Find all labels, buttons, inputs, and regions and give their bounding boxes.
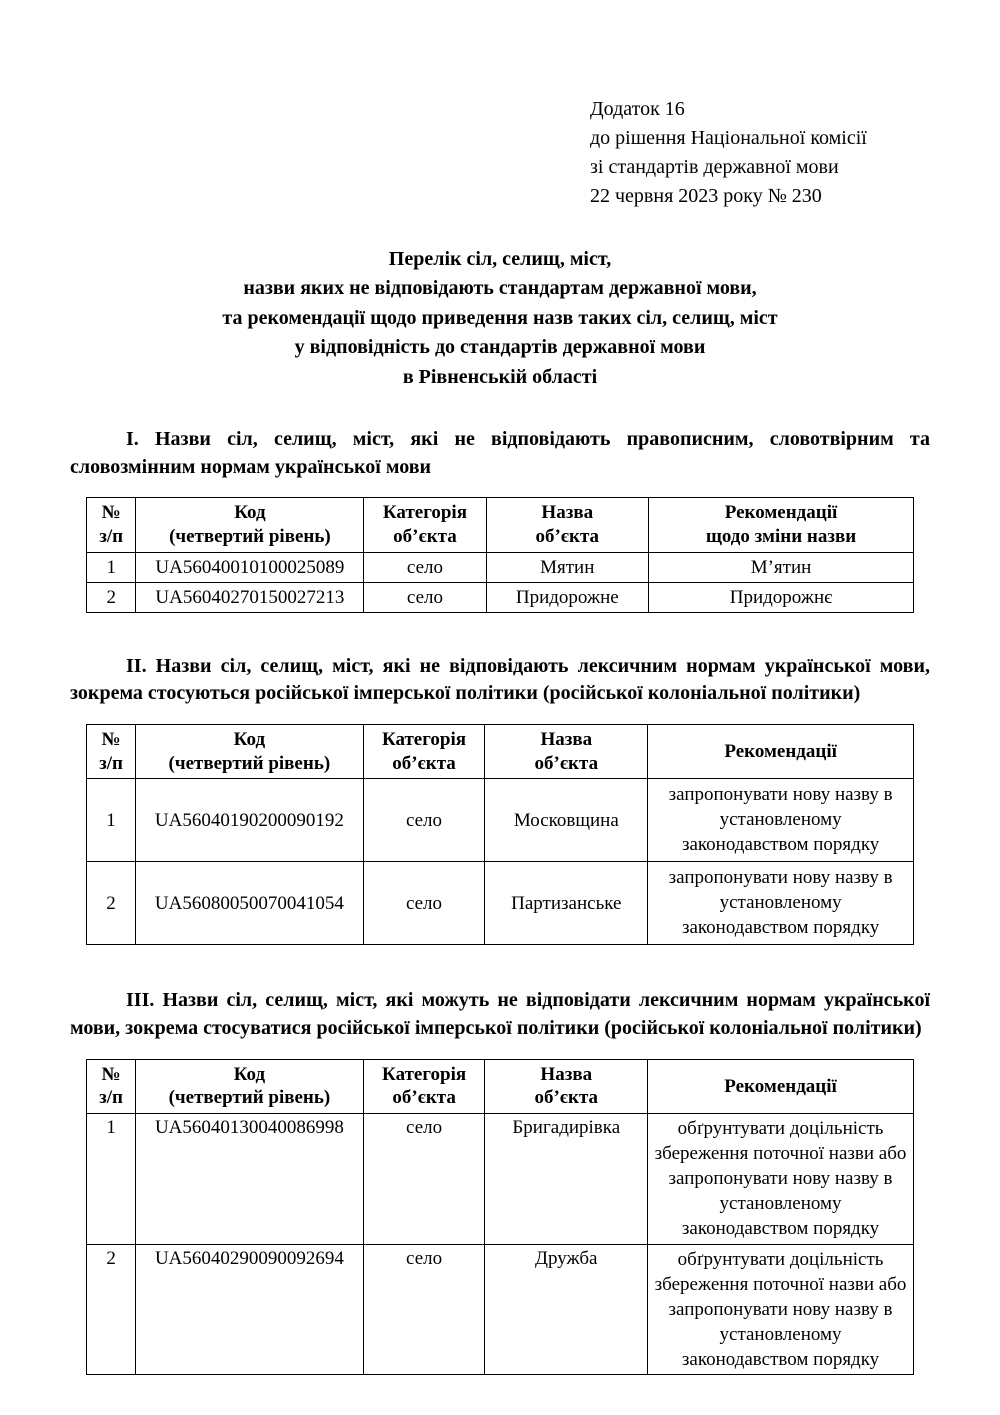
column-header-category bbox=[363, 1059, 485, 1114]
column-header-code bbox=[136, 724, 364, 779]
column-header-name-line1: Назва bbox=[541, 502, 594, 524]
cell-code: UA56040130040086998 bbox=[136, 1114, 364, 1244]
column-header-category-line2: об’єкта bbox=[392, 1087, 456, 1109]
column-header-name-line2: об’єкта bbox=[535, 525, 600, 547]
column-header-number-line2: з/п bbox=[99, 752, 123, 774]
table-row bbox=[87, 1244, 914, 1374]
cell-category: село bbox=[363, 779, 485, 862]
cell-recommendation: М’ятин bbox=[649, 552, 914, 582]
column-header-name-line1: Назва bbox=[540, 1063, 593, 1085]
column-header-name bbox=[486, 498, 649, 553]
table-row bbox=[87, 552, 914, 582]
cell-number: 1 bbox=[87, 552, 136, 582]
column-header-code-line1: Код bbox=[233, 1063, 266, 1085]
document-header bbox=[590, 95, 930, 211]
column-header-number-line2: з/п bbox=[99, 1087, 123, 1109]
column-header-name-line1: Назва bbox=[540, 728, 593, 750]
cell-number: 1 bbox=[87, 1114, 136, 1244]
cell-code: UA56040290090092694 bbox=[136, 1244, 364, 1374]
cell-name: Бригадирівка bbox=[485, 1114, 648, 1244]
header-line-4: 22 червня 2023 року № 230 bbox=[590, 185, 822, 207]
cell-category: село bbox=[364, 582, 486, 612]
cell-code: UA56080050070041054 bbox=[136, 862, 364, 945]
column-header-recommendation: Рекомендації bbox=[648, 724, 914, 779]
column-header-recommendation bbox=[649, 498, 914, 553]
cell-number: 2 bbox=[87, 862, 136, 945]
table-row bbox=[87, 582, 914, 612]
cell-name: Придорожне bbox=[486, 582, 649, 612]
table-section-1 bbox=[86, 497, 914, 613]
section-heading-3: III. Назви сіл, селищ, міст, які можуть не відповідати лексичним нормам української мови, зокрема стосуватися російської імперської політики (російської колоніальної політики) bbox=[70, 989, 930, 1040]
column-header-number bbox=[87, 724, 136, 779]
cell-name: Мятин bbox=[486, 552, 649, 582]
title-line-4: у відповідність до стандартів державної мови bbox=[294, 336, 706, 359]
column-header-number bbox=[87, 1059, 136, 1114]
cell-recommendation: запропонувати нову назву в установленому законодавством порядку bbox=[648, 779, 914, 862]
table-row bbox=[87, 862, 914, 945]
column-header-number bbox=[87, 498, 136, 553]
table-header-row bbox=[87, 724, 914, 779]
table-row bbox=[87, 779, 914, 862]
cell-recommendation: Придорожнє bbox=[649, 582, 914, 612]
cell-number: 2 bbox=[87, 1244, 136, 1374]
cell-recommendation: обґрунтувати доцільність збереження поточної назви або запропонувати нову назву в установленому законодавством порядку bbox=[648, 1244, 914, 1374]
cell-category: село bbox=[363, 1244, 485, 1374]
column-header-category-line2: об’єкта bbox=[392, 752, 456, 774]
column-header-code-line1: Код bbox=[234, 502, 266, 524]
cell-code: UA56040190200090192 bbox=[136, 779, 364, 862]
cell-category: село bbox=[363, 1114, 485, 1244]
table-section-3 bbox=[86, 1059, 914, 1375]
cell-recommendation: обґрунтувати доцільність збереження поточної назви або запропонувати нову назву в установленому законодавством порядку bbox=[648, 1114, 914, 1244]
title-line-3: та рекомендації щодо приведення назв таких сіл, селищ, міст bbox=[222, 306, 778, 329]
cell-number: 1 bbox=[87, 779, 136, 862]
column-header-category bbox=[364, 498, 486, 553]
column-header-recommendation-line1: Рекомендації bbox=[724, 502, 838, 524]
column-header-recommendation-line2: щодо зміни назви bbox=[705, 525, 857, 547]
section-heading-1: I. Назви сіл, селищ, міст, які не відповідають правописним, словотвірним та словозмінним нормам української мови bbox=[70, 427, 930, 478]
column-header-number-line1: № bbox=[101, 1063, 121, 1085]
cell-recommendation: запропонувати нову назву в установленому законодавством порядку bbox=[648, 862, 914, 945]
column-header-number-line1: № bbox=[101, 502, 121, 524]
cell-name: Партизанське bbox=[485, 862, 648, 945]
cell-category: село bbox=[364, 552, 486, 582]
title-line-5: в Рівненській області bbox=[402, 365, 598, 388]
table-header-row bbox=[87, 1059, 914, 1114]
cell-category: село bbox=[363, 862, 485, 945]
cell-code: UA56040270150027213 bbox=[136, 582, 364, 612]
cell-name: Московщина bbox=[485, 779, 648, 862]
cell-number: 2 bbox=[87, 582, 136, 612]
column-header-code-line2: (четвертий рівень) bbox=[168, 752, 331, 774]
column-header-code-line2: (четвертий рівень) bbox=[169, 525, 331, 547]
section-heading-2: II. Назви сіл, селищ, міст, які не відповідають лексичним нормам української мови, зокрема стосуються російської імперської політики (російської колоніальної політики) bbox=[70, 654, 930, 705]
column-header-code-line1: Код bbox=[233, 728, 266, 750]
column-header-category-line2: об’єкта bbox=[393, 525, 457, 547]
column-header-category-line1: Категорія bbox=[382, 1063, 467, 1085]
column-header-number-line2: з/п bbox=[99, 525, 124, 547]
column-header-name-line2: об’єкта bbox=[534, 1087, 599, 1109]
column-header-name bbox=[485, 1059, 648, 1114]
header-line-2: до рішення Національної комісії bbox=[590, 127, 867, 149]
table-header-row bbox=[87, 498, 914, 553]
column-header-recommendation: Рекомендації bbox=[648, 1059, 914, 1114]
header-line-1: Додаток 16 bbox=[590, 98, 685, 120]
column-header-name-line2: об’єкта bbox=[534, 752, 599, 774]
column-header-category bbox=[363, 724, 485, 779]
column-header-category-line1: Категорія bbox=[382, 502, 467, 524]
cell-code: UA56040010100025089 bbox=[136, 552, 364, 582]
table-section-2 bbox=[86, 724, 914, 946]
column-header-category-line1: Категорія bbox=[381, 728, 467, 750]
column-header-number-line1: № bbox=[101, 728, 121, 750]
page-title bbox=[70, 245, 930, 392]
title-line-1: Перелік сіл, селищ, міст, bbox=[388, 248, 612, 270]
column-header-name bbox=[485, 724, 648, 779]
column-header-code bbox=[136, 1059, 364, 1114]
cell-name: Дружба bbox=[485, 1244, 648, 1374]
header-line-3: зі стандартів державної мови bbox=[590, 156, 839, 178]
table-row bbox=[87, 1114, 914, 1244]
column-header-code-line2: (четвертий рівень) bbox=[168, 1087, 331, 1109]
column-header-code bbox=[136, 498, 364, 553]
title-line-2: назви яких не відповідають стандартам державної мови, bbox=[243, 277, 757, 300]
